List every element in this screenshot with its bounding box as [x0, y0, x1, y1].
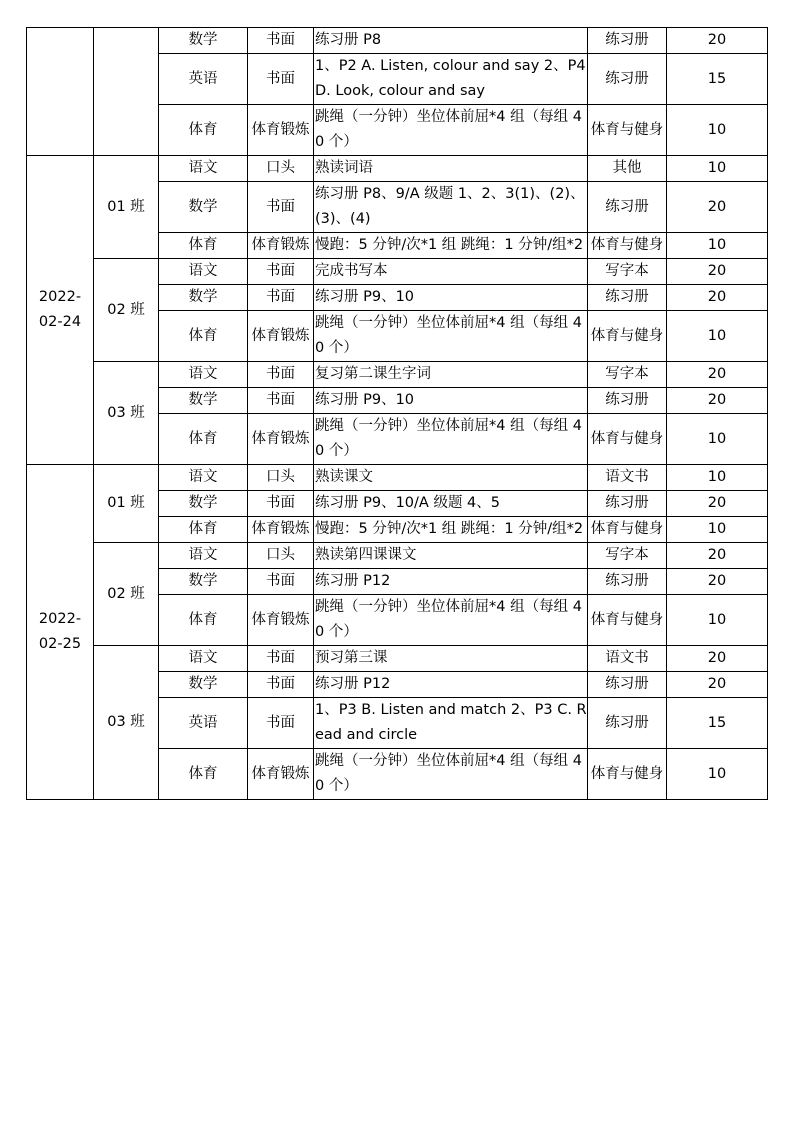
minutes-cell: 20 — [667, 543, 768, 569]
homework-content-cell: 跳绳（一分钟）坐位体前屈*4 组（每组 40 个） — [314, 414, 588, 465]
class-cell: 02 班 — [94, 543, 159, 646]
class-cell: 01 班 — [94, 156, 159, 259]
subject-cell: 数学 — [159, 28, 248, 54]
homework-content-cell: 慢跑：5 分钟/次*1 组 跳绳：1 分钟/组*2 — [314, 233, 588, 259]
minutes-cell: 20 — [667, 491, 768, 517]
homework-content-cell: 熟读课文 — [314, 465, 588, 491]
carrier-cell: 体育与健身 — [588, 414, 667, 465]
homework-content-cell: 练习册 P8 — [314, 28, 588, 54]
homework-content-cell: 慢跑：5 分钟/次*1 组 跳绳：1 分钟/组*2 — [314, 517, 588, 543]
carrier-cell: 练习册 — [588, 285, 667, 311]
homework-content-cell: 跳绳（一分钟）坐位体前屈*4 组（每组 40 个） — [314, 595, 588, 646]
class-cell: 03 班 — [94, 362, 159, 465]
minutes-cell: 10 — [667, 517, 768, 543]
homework-type-cell: 书面 — [248, 569, 314, 595]
homework-type-cell: 口头 — [248, 543, 314, 569]
subject-cell: 数学 — [159, 182, 248, 233]
date-cell — [27, 28, 94, 156]
subject-cell: 数学 — [159, 285, 248, 311]
carrier-cell: 练习册 — [588, 569, 667, 595]
subject-cell: 体育 — [159, 105, 248, 156]
carrier-cell: 练习册 — [588, 672, 667, 698]
table-row — [27, 362, 768, 388]
carrier-cell: 练习册 — [588, 28, 667, 54]
subject-cell: 语文 — [159, 646, 248, 672]
class-cell — [94, 28, 159, 156]
subject-cell: 体育 — [159, 749, 248, 800]
carrier-cell: 练习册 — [588, 388, 667, 414]
carrier-cell: 写字本 — [588, 362, 667, 388]
homework-content-cell: 1、P2 A. Listen, colour and say 2、P4 D. Look, colour and say — [314, 54, 588, 105]
table-row — [27, 543, 768, 569]
homework-type-cell: 体育锻炼 — [248, 749, 314, 800]
homework-content-cell: 熟读词语 — [314, 156, 588, 182]
carrier-cell: 练习册 — [588, 182, 667, 233]
carrier-cell: 写字本 — [588, 543, 667, 569]
homework-type-cell: 书面 — [248, 491, 314, 517]
subject-cell: 数学 — [159, 672, 248, 698]
minutes-cell: 20 — [667, 388, 768, 414]
date-cell: 2022-02-24 — [27, 156, 94, 465]
subject-cell: 体育 — [159, 414, 248, 465]
homework-content-cell: 完成书写本 — [314, 259, 588, 285]
carrier-cell: 语文书 — [588, 465, 667, 491]
minutes-cell: 20 — [667, 646, 768, 672]
subject-cell: 数学 — [159, 388, 248, 414]
minutes-cell: 10 — [667, 156, 768, 182]
minutes-cell: 20 — [667, 28, 768, 54]
homework-type-cell: 书面 — [248, 28, 314, 54]
minutes-cell: 10 — [667, 749, 768, 800]
homework-type-cell: 书面 — [248, 259, 314, 285]
minutes-cell: 20 — [667, 569, 768, 595]
class-cell: 01 班 — [94, 465, 159, 543]
subject-cell: 体育 — [159, 311, 248, 362]
carrier-cell: 其他 — [588, 156, 667, 182]
minutes-cell: 20 — [667, 672, 768, 698]
carrier-cell: 体育与健身 — [588, 517, 667, 543]
minutes-cell: 10 — [667, 311, 768, 362]
table-row — [27, 646, 768, 672]
subject-cell: 体育 — [159, 595, 248, 646]
homework-type-cell: 书面 — [248, 54, 314, 105]
homework-content-cell: 练习册 P9、10/A 级题 4、5 — [314, 491, 588, 517]
date-cell: 2022-02-25 — [27, 465, 94, 800]
homework-type-cell: 体育锻炼 — [248, 105, 314, 156]
carrier-cell: 体育与健身 — [588, 311, 667, 362]
homework-type-cell: 书面 — [248, 646, 314, 672]
homework-content-cell: 跳绳（一分钟）坐位体前屈*4 组（每组 40 个） — [314, 105, 588, 156]
minutes-cell: 10 — [667, 233, 768, 259]
carrier-cell: 练习册 — [588, 54, 667, 105]
subject-cell: 语文 — [159, 543, 248, 569]
homework-table — [26, 27, 768, 800]
homework-type-cell: 体育锻炼 — [248, 233, 314, 259]
minutes-cell: 10 — [667, 105, 768, 156]
table-row — [27, 28, 768, 54]
homework-type-cell: 体育锻炼 — [248, 311, 314, 362]
subject-cell: 体育 — [159, 517, 248, 543]
minutes-cell: 10 — [667, 595, 768, 646]
minutes-cell: 10 — [667, 465, 768, 491]
homework-type-cell: 书面 — [248, 285, 314, 311]
carrier-cell: 体育与健身 — [588, 233, 667, 259]
carrier-cell: 写字本 — [588, 259, 667, 285]
homework-type-cell: 口头 — [248, 156, 314, 182]
table-row — [27, 156, 768, 182]
homework-content-cell: 练习册 P9、10 — [314, 285, 588, 311]
carrier-cell: 练习册 — [588, 491, 667, 517]
minutes-cell: 15 — [667, 54, 768, 105]
subject-cell: 语文 — [159, 362, 248, 388]
minutes-cell: 20 — [667, 362, 768, 388]
subject-cell: 英语 — [159, 54, 248, 105]
homework-content-cell: 预习第三课 — [314, 646, 588, 672]
minutes-cell: 15 — [667, 698, 768, 749]
homework-content-cell: 熟读第四课课文 — [314, 543, 588, 569]
subject-cell: 语文 — [159, 259, 248, 285]
homework-type-cell: 口头 — [248, 465, 314, 491]
carrier-cell: 体育与健身 — [588, 749, 667, 800]
homework-type-cell: 书面 — [248, 388, 314, 414]
subject-cell: 数学 — [159, 491, 248, 517]
table-row — [27, 465, 768, 491]
homework-type-cell: 书面 — [248, 698, 314, 749]
carrier-cell: 体育与健身 — [588, 595, 667, 646]
homework-type-cell: 书面 — [248, 362, 314, 388]
subject-cell: 语文 — [159, 156, 248, 182]
carrier-cell: 体育与健身 — [588, 105, 667, 156]
homework-content-cell: 练习册 P12 — [314, 672, 588, 698]
class-cell: 02 班 — [94, 259, 159, 362]
homework-content-cell: 复习第二课生字词 — [314, 362, 588, 388]
minutes-cell: 20 — [667, 259, 768, 285]
homework-content-cell: 跳绳（一分钟）坐位体前屈*4 组（每组 40 个） — [314, 311, 588, 362]
homework-content-cell: 练习册 P8、9/A 级题 1、2、3(1)、(2)、(3)、(4) — [314, 182, 588, 233]
minutes-cell: 20 — [667, 182, 768, 233]
class-cell: 03 班 — [94, 646, 159, 800]
minutes-cell: 20 — [667, 285, 768, 311]
homework-content-cell: 练习册 P12 — [314, 569, 588, 595]
subject-cell: 语文 — [159, 465, 248, 491]
homework-content-cell: 1、P3 B. Listen and match 2、P3 C. Read and circle — [314, 698, 588, 749]
homework-type-cell: 书面 — [248, 182, 314, 233]
homework-type-cell: 体育锻炼 — [248, 517, 314, 543]
subject-cell: 数学 — [159, 569, 248, 595]
carrier-cell: 语文书 — [588, 646, 667, 672]
homework-content-cell: 练习册 P9、10 — [314, 388, 588, 414]
minutes-cell: 10 — [667, 414, 768, 465]
table-row — [27, 259, 768, 285]
homework-type-cell: 体育锻炼 — [248, 414, 314, 465]
homework-type-cell: 体育锻炼 — [248, 595, 314, 646]
homework-content-cell: 跳绳（一分钟）坐位体前屈*4 组（每组 40 个） — [314, 749, 588, 800]
subject-cell: 英语 — [159, 698, 248, 749]
homework-table-body — [27, 28, 768, 800]
carrier-cell: 练习册 — [588, 698, 667, 749]
subject-cell: 体育 — [159, 233, 248, 259]
homework-type-cell: 书面 — [248, 672, 314, 698]
